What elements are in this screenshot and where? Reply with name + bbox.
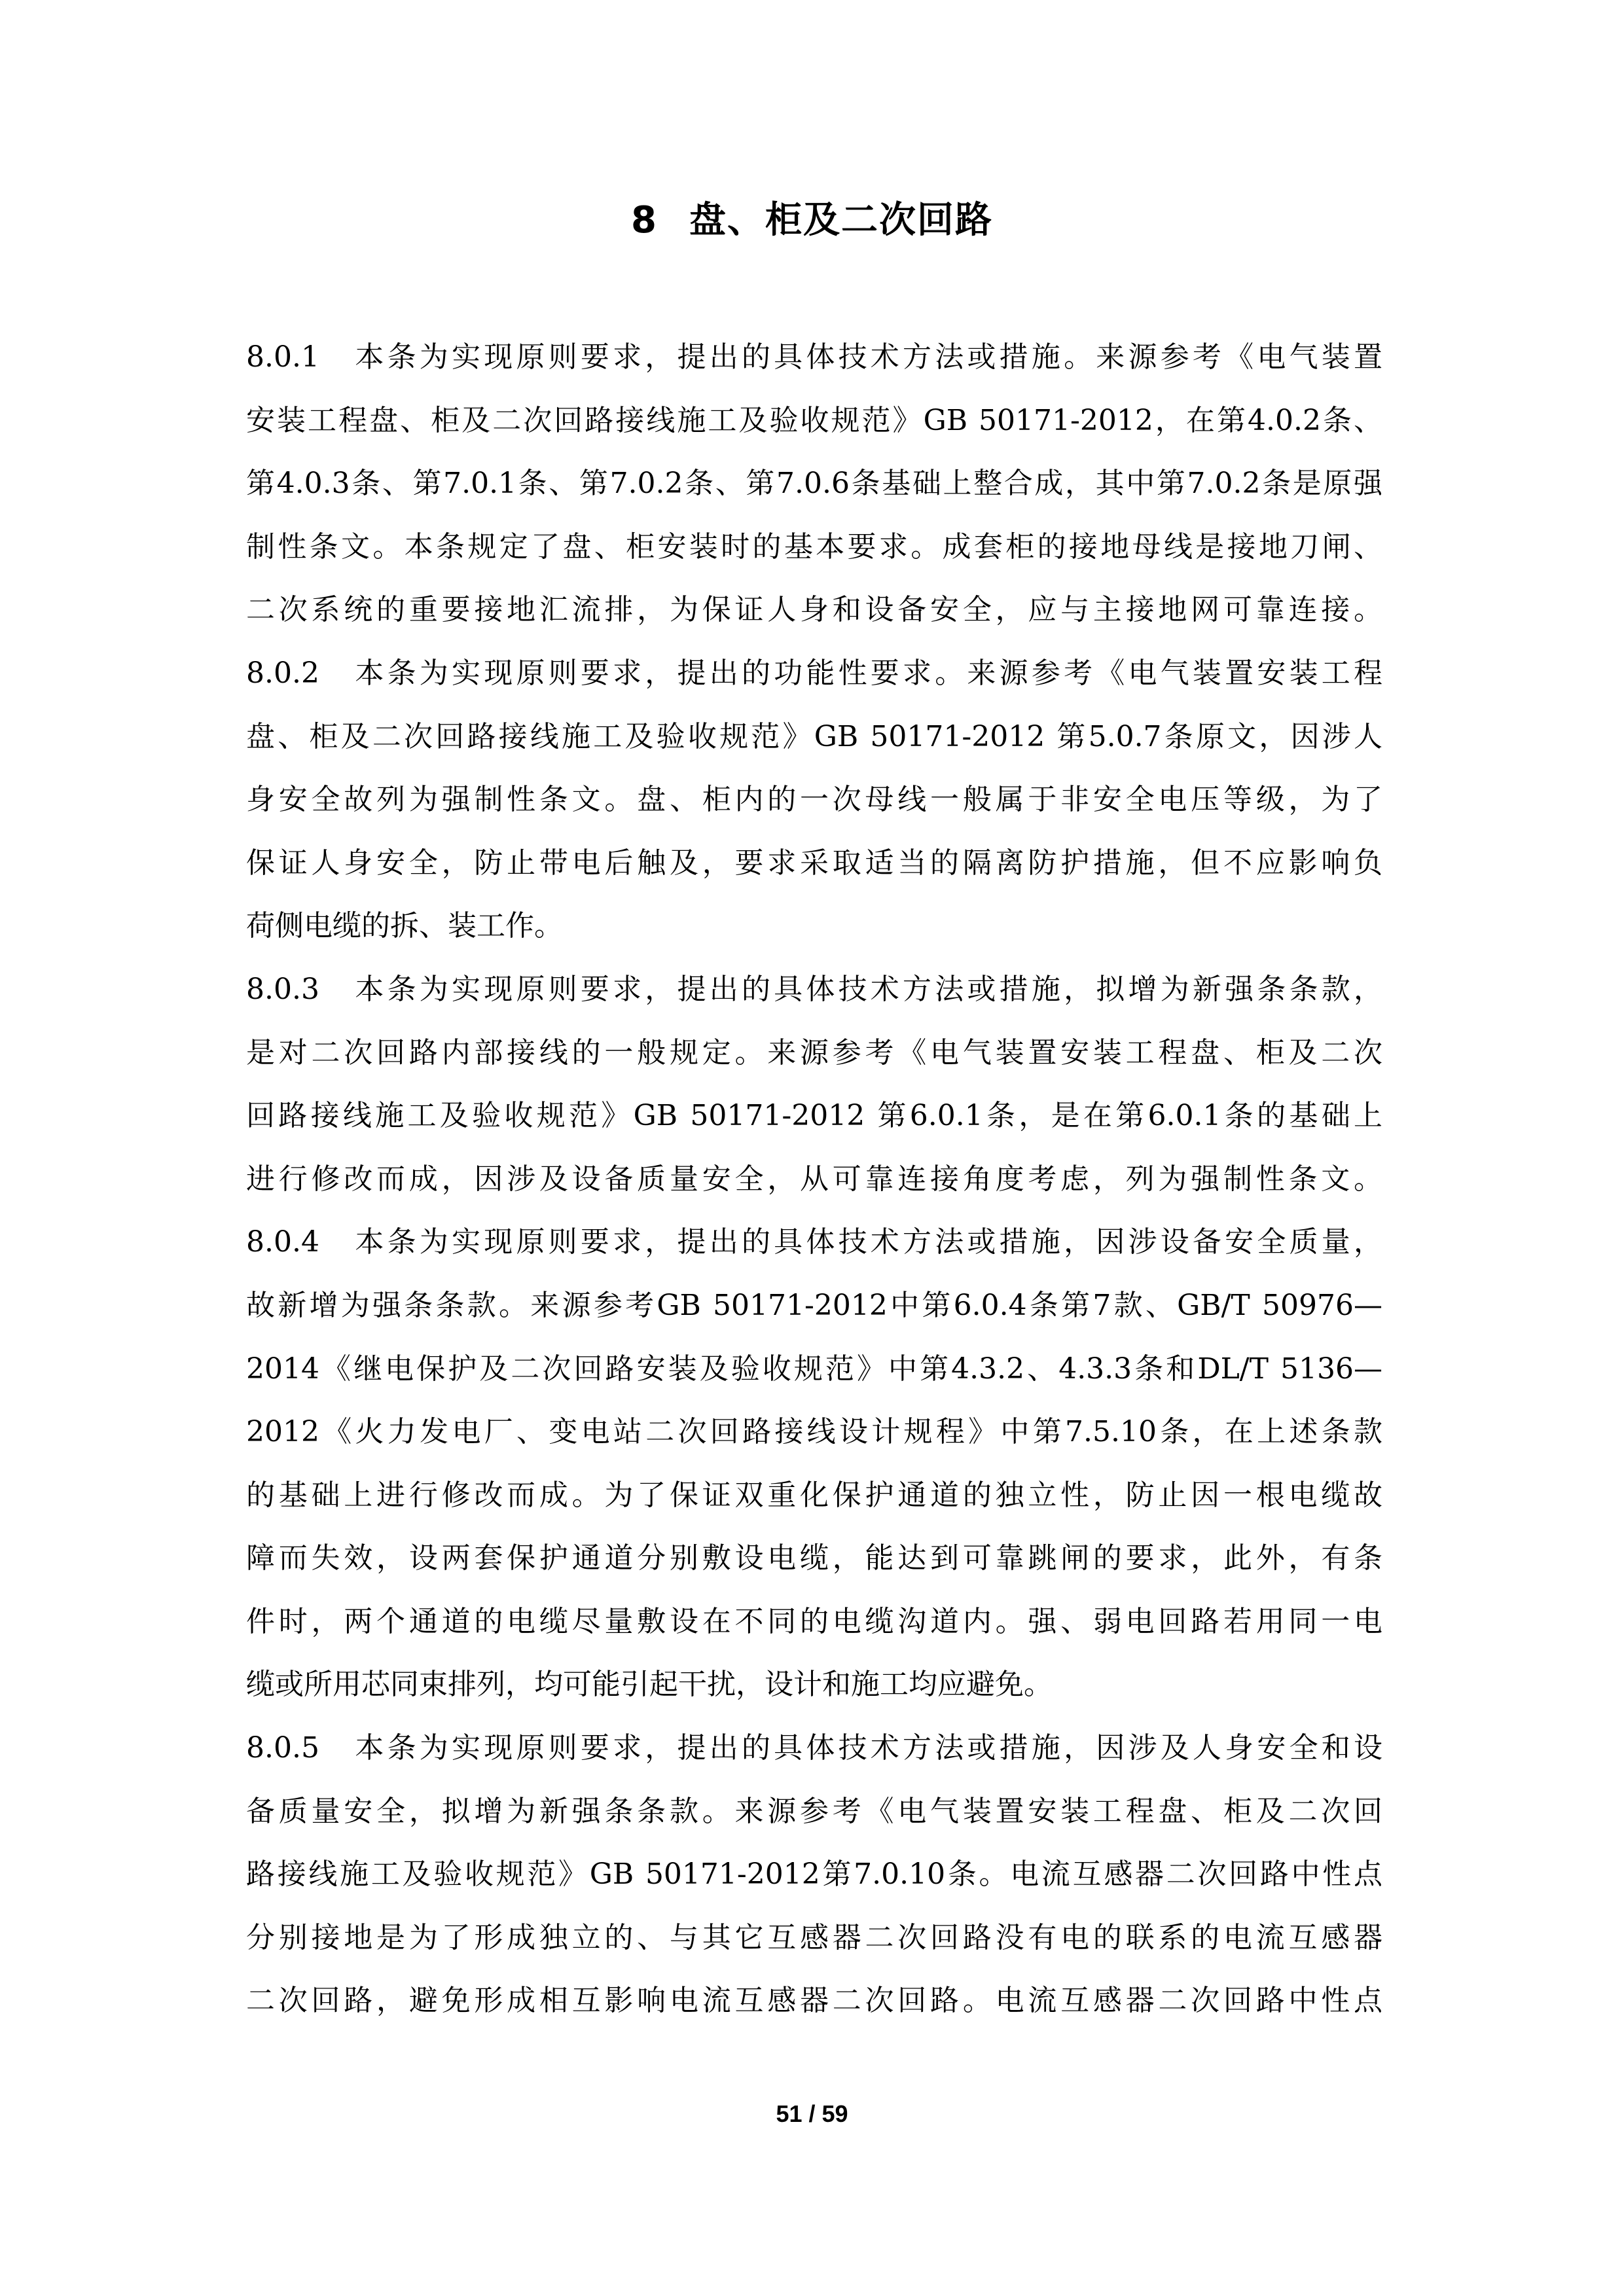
text-line: 保证人身安全，防止带电后触及，要求采取适当的隔离防护措施，但不应影响负 [246,846,1382,880]
chapter-title-text: 盘、柜及二次回路 [689,199,993,242]
text-line: 8.0.3 本条为实现原则要求，提出的具体技术方法或措施，拟增为新强条条款， [246,972,1382,1006]
text-line: 8.0.2 本条为实现原则要求，提出的功能性要求。来源参考《电气装置安装工程 [246,656,1382,690]
text-line: 故新增为强条条款。来源参考GB 50171-2012中第6.0.4条第7款、GB/T 50976— [246,1288,1382,1322]
text-line: 回路接线施工及验收规范》GB 50171-2012 第6.0.1条，是在第6.0.1条的基础上 [246,1099,1382,1133]
text-line: 制性条文。本条规定了盘、柜安装时的基本要求。成套柜的接地母线是接地刀闸、 [246,529,1382,564]
text-line: 二次回路，避免形成相互影响电流互感器二次回路。电流互感器二次回路中性点 [246,1984,1382,2018]
text-line: 8.0.1 本条为实现原则要求，提出的具体技术方法或措施。来源参考《电气装置 [246,340,1382,374]
text-line: 二次系统的重要接地汇流排，为保证人身和设备安全，应与主接地网可靠连接。 [246,593,1382,627]
text-line: 障而失效，设两套保护通道分别敷设电缆，能达到可靠跳闸的要求，此外，有条 [246,1541,1382,1575]
text-line: 身安全故列为强制性条文。盘、柜内的一次母线一般属于非安全电压等级，为了 [246,783,1382,817]
text-line: 盘、柜及二次回路接线施工及验收规范》GB 50171-2012 第5.0.7条原文，因涉人 [246,719,1382,753]
text-line: 8.0.5 本条为实现原则要求，提出的具体技术方法或措施，因涉及人身安全和设 [246,1731,1382,1765]
text-line: 备质量安全，拟增为新强条条款。来源参考《电气装置安装工程盘、柜及二次回 [246,1794,1382,1828]
text-line: 8.0.4 本条为实现原则要求，提出的具体技术方法或措施，因涉设备安全质量， [246,1225,1382,1259]
text-line: 的基础上进行修改而成。为了保证双重化保护通道的独立性，防止因一根电缆故 [246,1478,1382,1512]
text-line: 2012《火力发电厂、变电站二次回路接线设计规程》中第7.5.10条，在上述条款 [246,1415,1382,1449]
text-line: 分别接地是为了形成独立的、与其它互感器二次回路没有电的联系的电流互感器 [246,1920,1382,1954]
text-line: 缆或所用芯同束排列，均可能引起干扰，设计和施工均应避免。 [246,1668,1053,1702]
body-text [246,326,1382,2033]
text-line: 路接线施工及验收规范》GB 50171-2012第7.0.10条。电流互感器二次回路中性点 [246,1857,1382,1892]
text-line: 2014《继电保护及二次回路安装及验收规范》中第4.3.2、4.3.3条和DL/T 5136— [246,1352,1382,1386]
page-number: 51 / 59 [776,2100,848,2127]
text-line: 是对二次回路内部接线的一般规定。来源参考《电气装置安装工程盘、柜及二次 [246,1035,1382,1069]
chapter-heading [0,191,1624,250]
chapter-number: 8 [631,199,658,242]
text-line: 荷侧电缆的拆、装工作。 [246,909,563,943]
text-line: 件时，两个通道的电缆尽量敷设在不同的电缆沟道内。强、弱电回路若用同一电 [246,1604,1382,1638]
text-line: 第4.0.3条、第7.0.1条、第7.0.2条、第7.0.6条基础上整合成，其中第7.0.2条是原强 [246,467,1382,501]
text-line: 进行修改而成，因涉及设备质量安全，从可靠连接角度考虑，列为强制性条文。 [246,1162,1382,1196]
text-line: 安装工程盘、柜及二次回路接线施工及验收规范》GB 50171-2012，在第4.0.2条、 [246,403,1382,437]
